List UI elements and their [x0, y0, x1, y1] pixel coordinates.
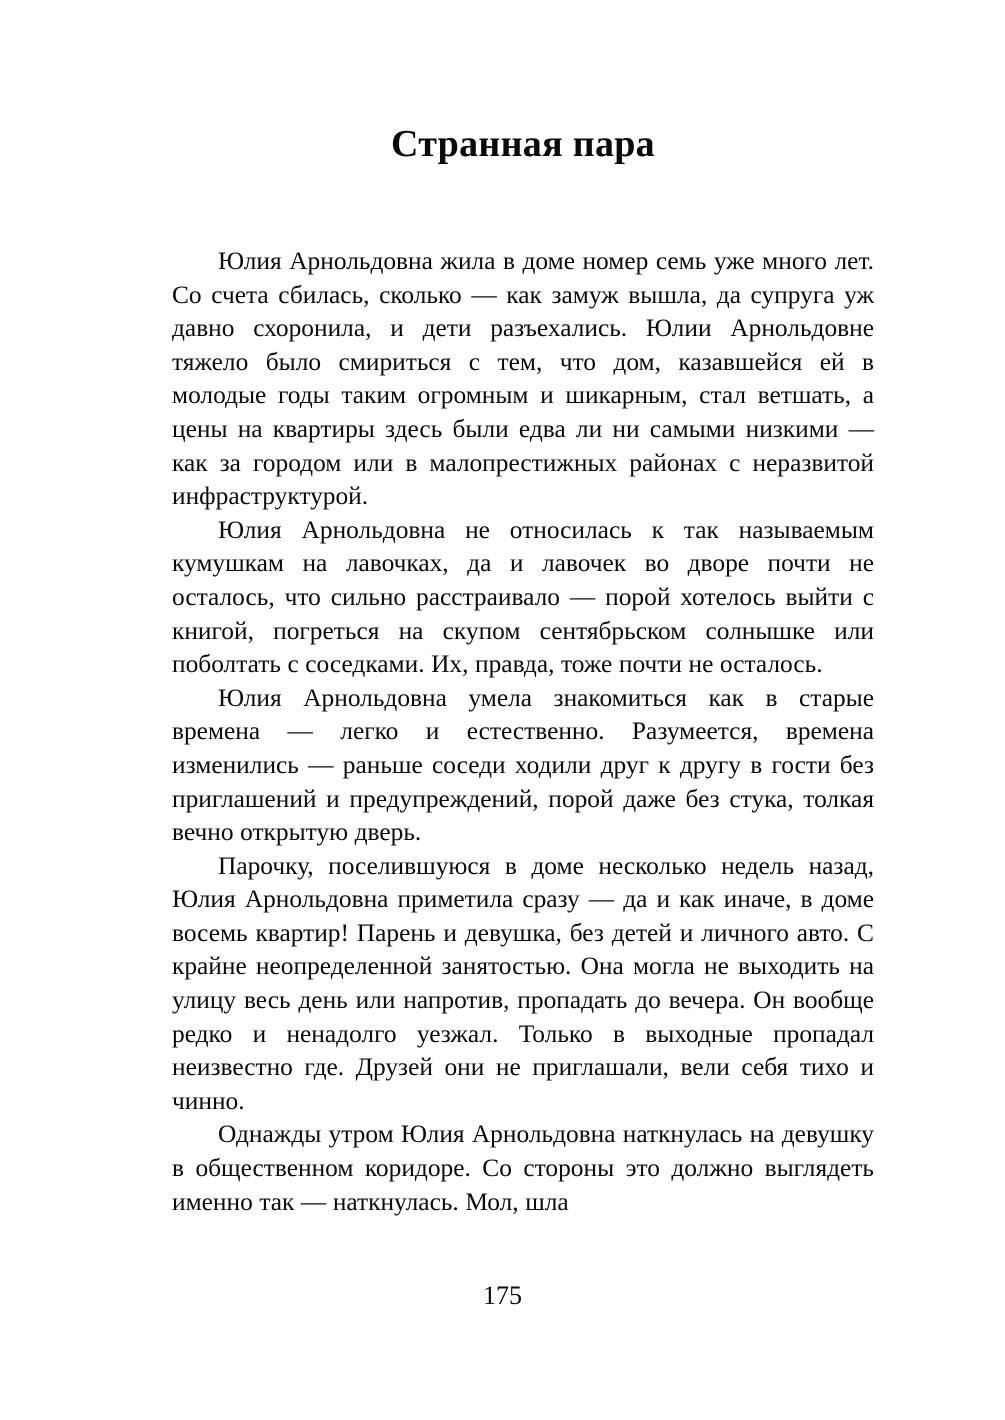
page-title: Странная пара — [391, 123, 655, 165]
paragraph: Однажды утром Юлия Арнольдовна наткнулась на девушку в общественном коридоре. Со стороны это должно выглядеть именно так — наткнулась. Мол, шла — [172, 1120, 874, 1216]
body-text-block — [172, 245, 874, 1219]
paragraph: Парочку, поселившуюся в доме несколько недель назад, Юлия Арнольдовна приметила сразу — да и как иначе, в доме восемь квартир! Парень и девушка, без детей и личного авто. С крайне неопределенной занятостью. Она могла не выходить на улицу весь день или напротив, пропадать до вечера. Он вообще редко и ненадолго уезжал. Только в выходные пропадал неизвестно где. Друзей они не приглашали, вели себя тихо и чинно. — [172, 851, 874, 1115]
paragraph: Юлия Арнольдовна не относилась к так называемым кумушкам на лавочках, да и лавочек во дворе почти не осталось, что сильно расстраивало — порой хотелось выйти с книгой, погреться на скупом сентябрьском солнышке или поболтать с соседками. Их, правда, тоже почти не осталось. — [172, 515, 874, 679]
paragraph: Юлия Арнольдовна умела знакомиться как в старые времена — легко и естественно. Разумеется, времена изменились — раньше соседи ходили друг к другу в гости без приглашений и предупреждений, порой даже без стука, толкая вечно открытую дверь. — [172, 683, 874, 847]
page-number: 175 — [483, 1281, 522, 1310]
paragraph: Юлия Арнольдовна жила в доме номер семь уже много лет. Со счета сбилась, сколько — как замуж вышла, да супруга уж давно схоронила, и дети разъехались. Юлии Арнольдовне тяжело было смириться с тем, что дом, казавшейся ей в молодые годы таким огромным и шикарным, стал ветшать, а цены на квартиры здесь были едва ли ни самыми низкими — как за городом или в малопрестижных районах с неразвитой инфраструктурой. — [172, 247, 874, 511]
